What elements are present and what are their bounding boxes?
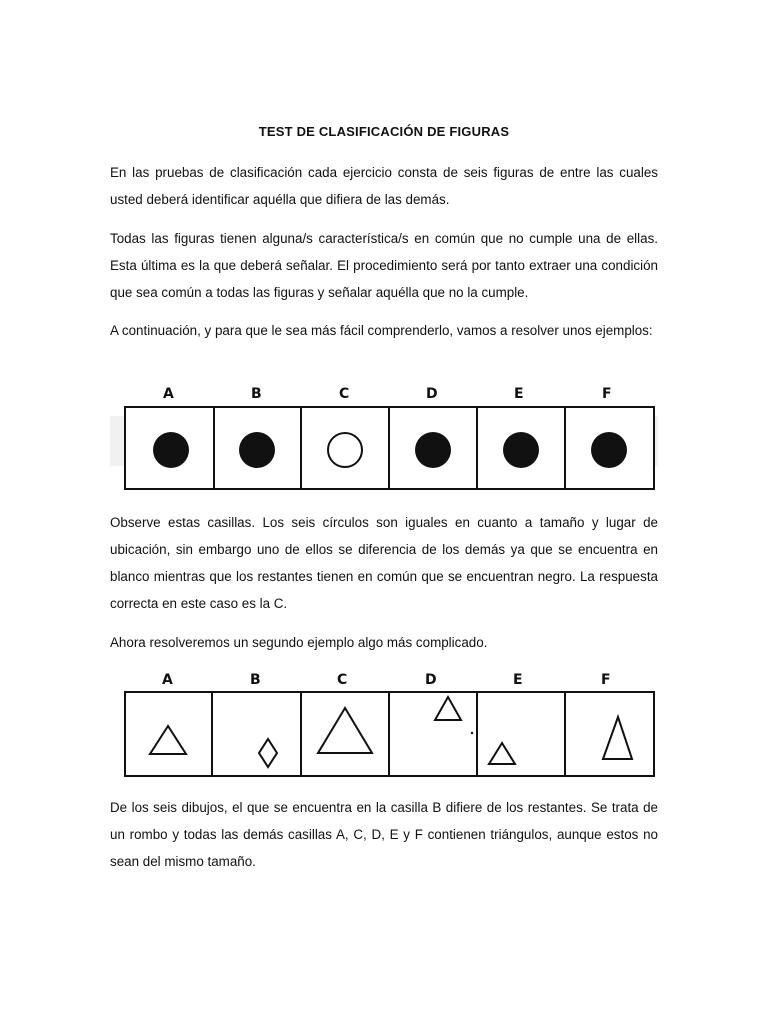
small-triangle-icon bbox=[390, 693, 476, 775]
example-2-cell-a bbox=[126, 693, 213, 775]
label-f: F bbox=[602, 386, 612, 402]
example-2-cell-c bbox=[302, 693, 390, 775]
label-f: F bbox=[601, 672, 611, 688]
filled-circle-icon bbox=[215, 408, 300, 488]
example-2-grid bbox=[124, 691, 655, 777]
label-d: D bbox=[425, 672, 437, 688]
label-d: D bbox=[426, 386, 438, 402]
paragraph-example-1-explanation: Observe estas casillas. Los seis círculos son iguales en cuanto a tamaño y lugar de ubicación, sin embargo uno de ellos se diferencia de los demás ya que se encuentra en blanco mientras que los restantes tienen en común que se encuentran negro. La respuesta correcta en este caso es la C. bbox=[110, 515, 658, 611]
label-e: E bbox=[513, 672, 523, 688]
filled-circle-icon bbox=[390, 408, 476, 488]
example-2-cell-d bbox=[390, 693, 478, 775]
example-1-cell-b bbox=[215, 408, 302, 488]
label-b: B bbox=[251, 386, 262, 402]
empty-circle-icon bbox=[302, 408, 388, 488]
large-triangle-icon bbox=[302, 693, 388, 775]
filled-circle-icon bbox=[478, 408, 564, 488]
example-2-labels bbox=[124, 672, 654, 692]
document-title: TEST DE CLASIFICACIÓN DE FIGURAS bbox=[258, 124, 510, 139]
small-triangle-icon bbox=[478, 693, 564, 775]
example-2-cell-f bbox=[566, 693, 653, 775]
label-e: E bbox=[514, 386, 524, 402]
example-1-cell-f bbox=[566, 408, 653, 488]
filled-circle-icon bbox=[566, 408, 651, 488]
diamond-icon bbox=[213, 693, 300, 775]
example-1-cell-d bbox=[390, 408, 478, 488]
example-2-cell-e bbox=[478, 693, 566, 775]
example-1-labels bbox=[124, 386, 654, 406]
label-b: B bbox=[250, 672, 261, 688]
tall-triangle-icon bbox=[566, 693, 651, 775]
paragraph-second-example-intro: Ahora resolveremos un segundo ejemplo algo más complicado. bbox=[110, 635, 488, 650]
example-1-cell-c bbox=[302, 408, 390, 488]
paragraph-characteristics: Todas las figuras tienen alguna/s característica/s en común que no cumple una de ellas. Esta última es la que deberá señalar. El procedimiento será por tanto extraer una condición que sea común a todas las figuras y señalar aquélla que no la cumple. bbox=[110, 231, 658, 300]
paragraph-examples-intro: A continuación, y para que le sea más fácil comprenderlo, vamos a resolver unos ejemplos: bbox=[110, 323, 653, 338]
label-c: C bbox=[339, 386, 350, 402]
example-2-figure bbox=[110, 672, 658, 778]
example-1-figure bbox=[110, 386, 658, 492]
example-1-grid bbox=[124, 406, 655, 490]
paragraph-intro: En las pruebas de clasificación cada ejercicio consta de seis figuras de entre las cuales usted deberá identificar aquélla que difiera de las demás. bbox=[110, 165, 658, 207]
label-a: A bbox=[163, 386, 174, 402]
example-2-cell-b bbox=[213, 693, 302, 775]
triangle-icon bbox=[126, 693, 211, 775]
example-1-cell-e bbox=[478, 408, 566, 488]
label-a: A bbox=[162, 672, 173, 688]
paragraph-example-2-explanation: De los seis dibujos, el que se encuentra en la casilla B difiere de los restantes. Se trata de un rombo y todas las demás casillas A, C, D, E y F contienen triángulos, aunque estos no sean del mismo tamaño. bbox=[110, 800, 658, 869]
label-c: C bbox=[337, 672, 348, 688]
filled-circle-icon bbox=[126, 408, 213, 488]
example-1-cell-a bbox=[126, 408, 215, 488]
